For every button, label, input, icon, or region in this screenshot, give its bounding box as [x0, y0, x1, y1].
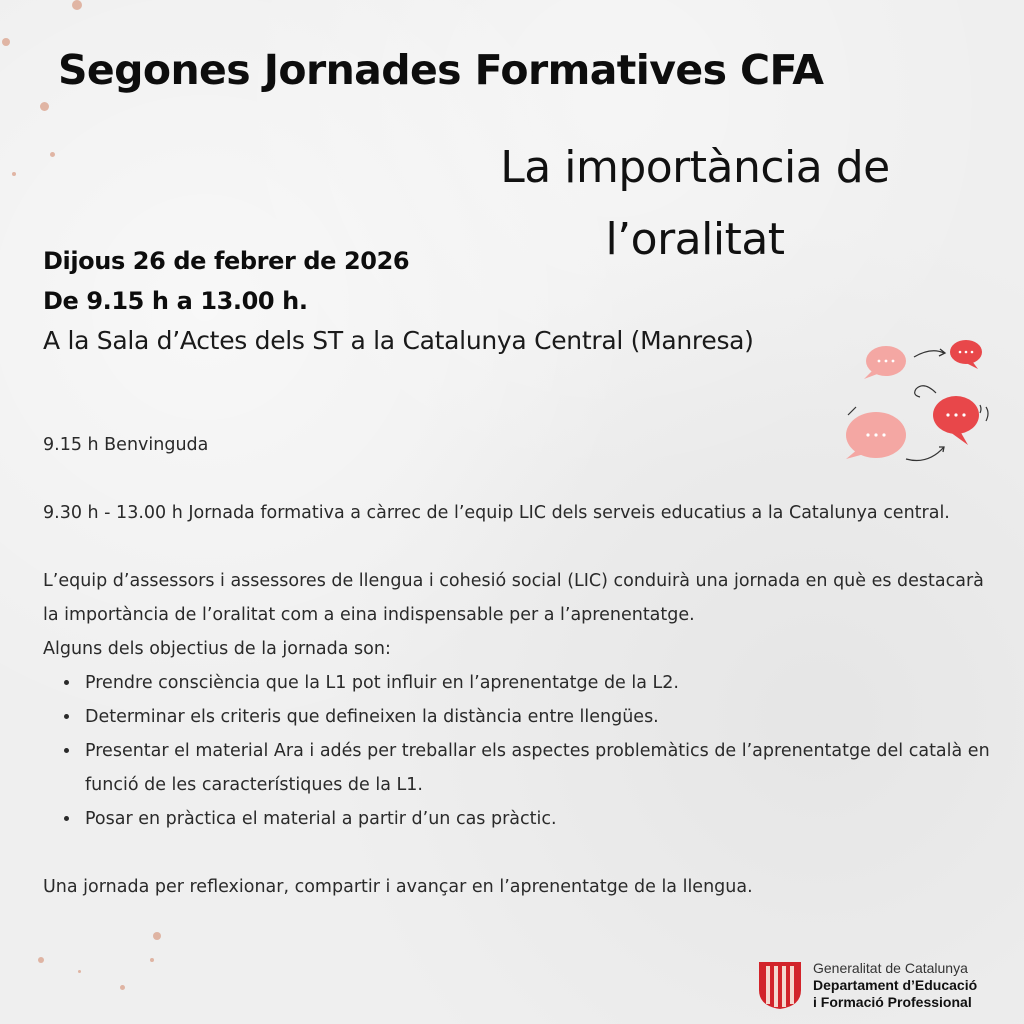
description-intro: L’equip d’assessors i assessores de llengua i cohesió social (LIC) conduirà una jornada en què es destacarà la importància de l’oralitat com a eina indispensable per a l’aprenentatge.: [43, 571, 984, 625]
list-item: • Determinar els criteris que defineixen la distància entre llengües.: [81, 700, 993, 734]
subtitle: [430, 132, 960, 276]
list-item: • Presentar el material Ara i adés per treballar els aspectes problemàtics de l’aprenentatge del català en funció de les característiques de la L1.: [81, 734, 993, 802]
logo-line: i Formació Professional: [813, 994, 972, 1010]
generalitat-logo: [757, 958, 1009, 1016]
decorative-dot: [150, 958, 154, 962]
event-date: Dijous 26 de febrer de 2026: [43, 247, 410, 275]
decorative-dot: [72, 0, 82, 10]
list-item: • Prendre consciència que la L1 pot influir en l’aprenentatge de la L2.: [81, 666, 993, 700]
generalitat-logo-icon: [757, 960, 803, 1010]
decorative-dot: [153, 932, 161, 940]
logo-line: Generalitat de Catalunya: [813, 960, 968, 976]
logo-text: [813, 960, 977, 1011]
decorative-dot: [50, 152, 55, 157]
event-venue: A la Sala d’Actes dels ST a la Catalunya Central (Manresa): [43, 326, 754, 355]
logo-line: Departament d’Educació: [813, 977, 978, 993]
decorative-dot: [38, 957, 44, 963]
program-body: [43, 428, 993, 904]
program-welcome: 9.15 h Benvinguda: [43, 435, 209, 455]
page-title: Segones Jornades Formatives CFA: [58, 46, 824, 94]
program-session: 9.30 h - 13.00 h Jornada formativa a càrrec de l’equip LIC dels serveis educatius a la Catalunya central.: [43, 503, 950, 523]
subtitle-line: La importància de: [500, 142, 890, 193]
decorative-dot: [120, 985, 125, 990]
decorative-dot: [78, 970, 81, 973]
subtitle-line: l’oralitat: [605, 214, 785, 265]
decorative-dot: [12, 172, 16, 176]
decorative-dot: [40, 102, 49, 111]
list-item: • Posar en pràctica el material a partir d’un cas pràctic.: [81, 802, 993, 836]
closing-text: Una jornada per reflexionar, compartir i avançar en l’aprenentatge de la llengua.: [43, 877, 753, 897]
objectives-list: [43, 666, 993, 836]
event-time: De 9.15 h a 13.00 h.: [43, 287, 308, 315]
objectives-lead: Alguns dels objectius de la jornada son:: [43, 639, 391, 659]
decorative-dot: [2, 38, 10, 46]
